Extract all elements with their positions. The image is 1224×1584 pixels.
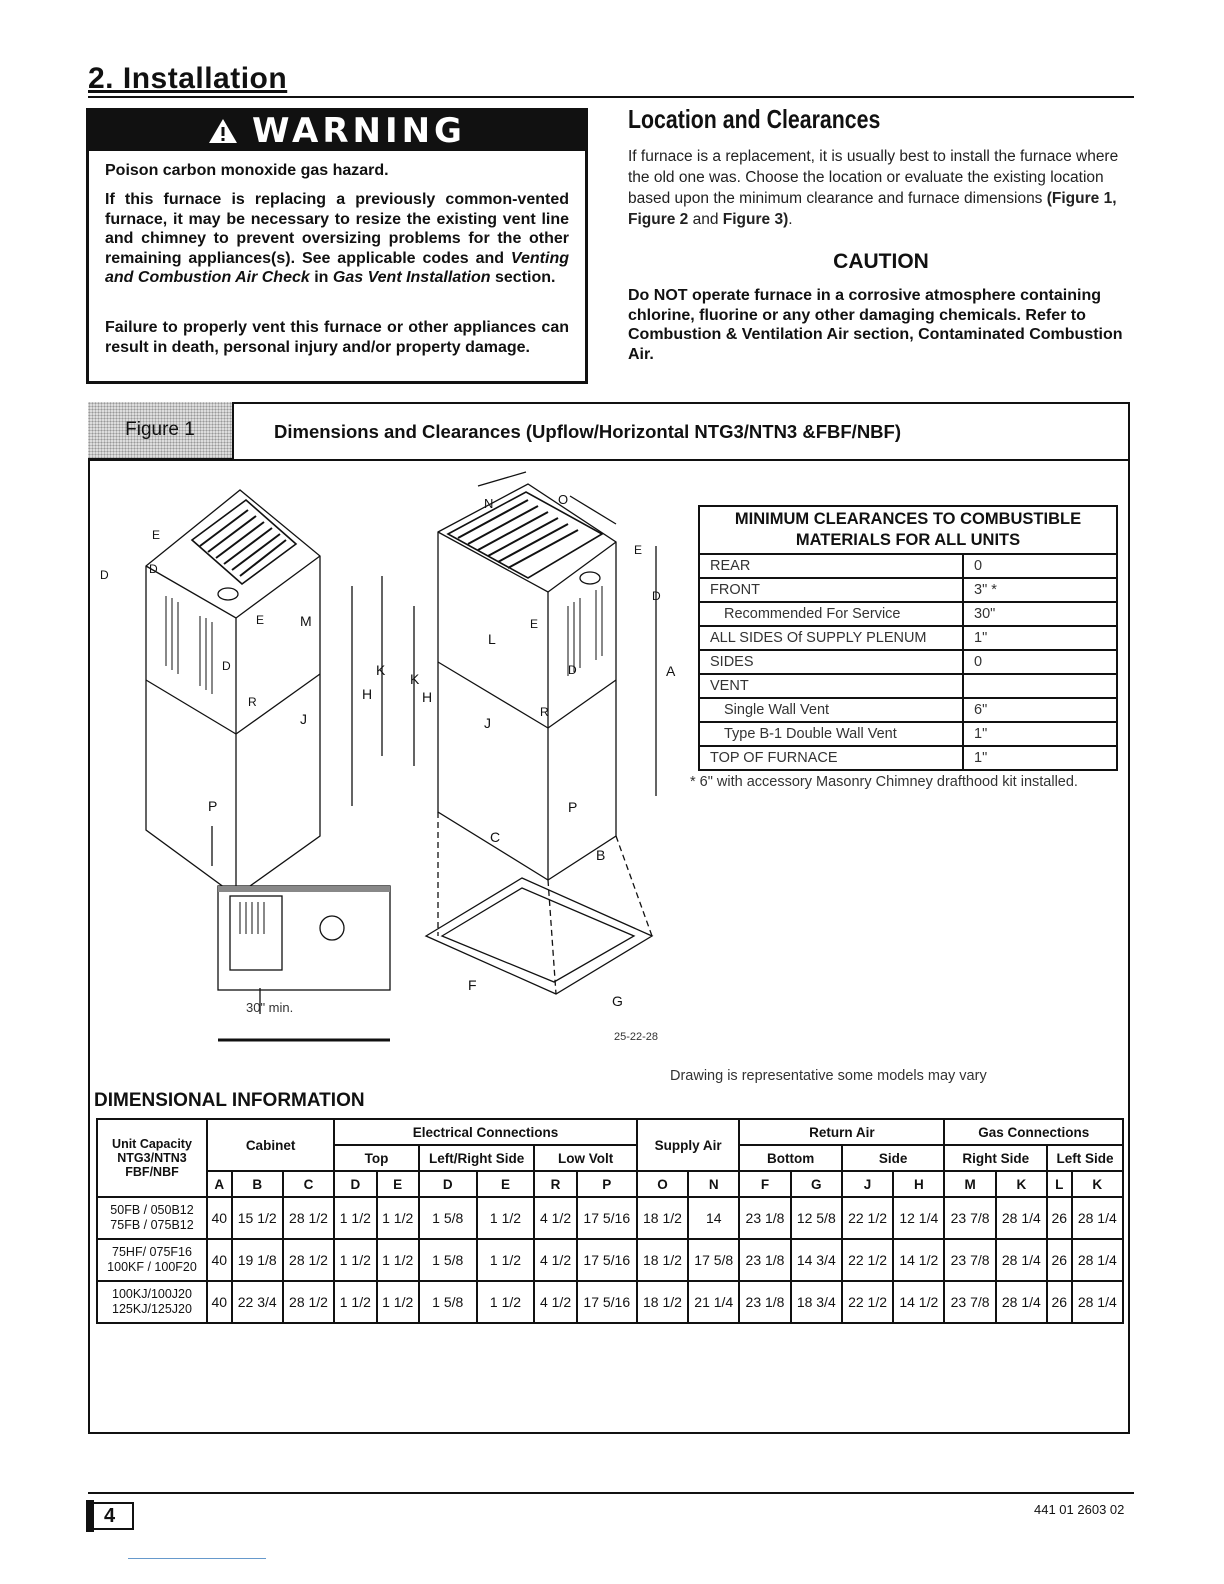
- dimension-cell: 18 1/2: [637, 1197, 688, 1239]
- column-letter: G: [791, 1171, 842, 1197]
- dimension-cell: 1 5/8: [419, 1239, 477, 1281]
- clearance-value: 30": [963, 602, 1117, 626]
- dimension-cell: 28 1/4: [996, 1239, 1047, 1281]
- clearance-value: 1": [963, 746, 1117, 770]
- svg-text:H: H: [362, 686, 373, 702]
- svg-text:30" min.: 30" min.: [246, 1000, 294, 1015]
- clearance-title: MINIMUM CLEARANCES TO COMBUSTIBLE MATERIALS FOR ALL UNITS: [699, 506, 1117, 554]
- column-letter: B: [232, 1171, 283, 1197]
- clearance-value: [963, 674, 1117, 698]
- dimension-cell: 1 1/2: [377, 1281, 419, 1323]
- clearance-item: SIDES: [699, 650, 963, 674]
- svg-text:J: J: [484, 715, 491, 731]
- dimension-cell: 1 1/2: [377, 1239, 419, 1281]
- svg-text:R: R: [540, 705, 549, 719]
- letter-row: [97, 1171, 1123, 1197]
- dimension-cell: 17 5/16: [577, 1197, 637, 1239]
- dimension-cell: 23 7/8: [944, 1197, 995, 1239]
- warning-triangle-icon: [208, 118, 238, 144]
- column-letter: K: [1072, 1171, 1123, 1197]
- dimension-cell: 1 1/2: [477, 1281, 535, 1323]
- right-side-header: Right Side: [944, 1145, 1047, 1171]
- svg-text:E: E: [634, 543, 643, 557]
- figure-tab: Figure 1: [88, 402, 234, 460]
- unit-cell: 75HF/ 075F16 100KF / 100F20: [97, 1239, 207, 1281]
- return-header: Return Air: [739, 1119, 944, 1145]
- gas-header: Gas Connections: [944, 1119, 1123, 1145]
- warning-box: [86, 108, 588, 384]
- svg-text:M: M: [300, 613, 312, 629]
- dimension-cell: 4 1/2: [534, 1197, 576, 1239]
- dimension-cell: 26: [1047, 1197, 1072, 1239]
- column-letter: K: [996, 1171, 1047, 1197]
- clearance-item: ALL SIDES Of SUPPLY PLENUM: [699, 626, 963, 650]
- dimension-cell: 22 1/2: [842, 1197, 893, 1239]
- dimension-body: [97, 1197, 1123, 1323]
- clearance-note: * 6" with accessory Masonry Chimney drafthood kit installed.: [690, 774, 1078, 790]
- dimension-cell: 1 1/2: [377, 1197, 419, 1239]
- dimension-cell: 17 5/16: [577, 1281, 637, 1323]
- dimension-cell: 28 1/4: [996, 1281, 1047, 1323]
- dimension-cell: 4 1/2: [534, 1281, 576, 1323]
- dimension-cell: 12 1/4: [893, 1197, 944, 1239]
- clearance-value: 0: [963, 650, 1117, 674]
- dimension-cell: 28 1/2: [283, 1281, 334, 1323]
- svg-text:K: K: [376, 662, 386, 678]
- dimension-cell: 14 1/2: [893, 1281, 944, 1323]
- column-letter: A: [207, 1171, 232, 1197]
- electrical-header: Electrical Connections: [334, 1119, 637, 1145]
- dimension-cell: 23 1/8: [739, 1281, 790, 1323]
- warning-p1: Poison carbon monoxide gas hazard.: [105, 162, 389, 179]
- column-letter: C: [283, 1171, 334, 1197]
- left-side-header: Left Side: [1047, 1145, 1123, 1171]
- dimension-cell: 12 5/8: [791, 1197, 842, 1239]
- footer-rule: [88, 1492, 1134, 1494]
- dimension-cell: 1 1/2: [477, 1239, 535, 1281]
- dimension-cell: 22 3/4: [232, 1281, 283, 1323]
- column-letter: R: [534, 1171, 576, 1197]
- page-number: 4: [104, 1505, 116, 1527]
- dimension-cell: 28 1/4: [1072, 1197, 1123, 1239]
- clearance-item: Single Wall Vent: [699, 698, 963, 722]
- table-row: [97, 1197, 1123, 1239]
- dimension-cell: 14 1/2: [893, 1239, 944, 1281]
- low-volt-header: Low Volt: [534, 1145, 637, 1171]
- dimension-cell: 23 1/8: [739, 1197, 790, 1239]
- warning-p3: Failure to properly vent this furnace or other appliances can result in death, personal injury and/or property damage.: [105, 319, 569, 356]
- dimension-cell: 23 7/8: [944, 1239, 995, 1281]
- column-letter: F: [739, 1171, 790, 1197]
- dimension-cell: 28 1/4: [1072, 1239, 1123, 1281]
- dimension-cell: 18 3/4: [791, 1281, 842, 1323]
- dimension-cell: 1 1/2: [334, 1197, 376, 1239]
- column-letter: P: [577, 1171, 637, 1197]
- dimension-cell: 28 1/2: [283, 1239, 334, 1281]
- svg-text:O: O: [558, 492, 569, 507]
- dimension-cell: 17 5/8: [688, 1239, 739, 1281]
- dimension-cell: 17 5/16: [577, 1239, 637, 1281]
- dimension-cell: 21 1/4: [688, 1281, 739, 1323]
- clearance-item: VENT: [699, 674, 963, 698]
- svg-text:D: D: [652, 589, 661, 603]
- svg-text:E: E: [152, 528, 161, 542]
- dimension-cell: 1 5/8: [419, 1281, 477, 1323]
- top-header: Top: [334, 1145, 419, 1171]
- dimension-cell: 1 5/8: [419, 1197, 477, 1239]
- unit-cell: 100KJ/100J20 125KJ/125J20: [97, 1281, 207, 1323]
- warning-banner: [89, 111, 585, 151]
- figure-title: Dimensions and Clearances (Upflow/Horizontal NTG3/NTN3 &FBF/NBF): [274, 421, 902, 442]
- lr-side-header: Left/Right Side: [419, 1145, 535, 1171]
- column-letter: N: [688, 1171, 739, 1197]
- clearance-item: FRONT: [699, 578, 963, 602]
- link-underline: [128, 1558, 266, 1559]
- dimension-cell: 4 1/2: [534, 1239, 576, 1281]
- title-rule: [88, 96, 1134, 98]
- unit-cell: 50FB / 050B12 75FB / 075B12: [97, 1197, 207, 1239]
- dimension-cell: 40: [207, 1239, 232, 1281]
- location-title: Location and Clearances: [628, 104, 881, 134]
- clearance-item: Type B-1 Double Wall Vent: [699, 722, 963, 746]
- dimensional-title: DIMENSIONAL INFORMATION: [94, 1090, 365, 1111]
- right-furnace: [410, 472, 676, 1043]
- svg-text:C: C: [490, 829, 501, 845]
- dimension-cell: 1 1/2: [334, 1239, 376, 1281]
- table-row: [97, 1281, 1123, 1323]
- dimension-cell: 28 1/4: [1072, 1281, 1123, 1323]
- column-letter: D: [419, 1171, 477, 1197]
- dimension-cell: 18 1/2: [637, 1281, 688, 1323]
- bottom-header: Bottom: [739, 1145, 842, 1171]
- dimension-cell: 1 1/2: [477, 1197, 535, 1239]
- column-letter: L: [1047, 1171, 1072, 1197]
- clearance-value: 1": [963, 722, 1117, 746]
- clearance-value: 3" *: [963, 578, 1117, 602]
- table-row: [97, 1239, 1123, 1281]
- document-number: 441 01 2603 02: [1034, 1502, 1125, 1517]
- supply-header: Supply Air: [637, 1119, 740, 1171]
- caution-title: CAUTION: [833, 250, 929, 273]
- svg-text:E: E: [256, 613, 265, 627]
- svg-text:P: P: [208, 798, 218, 814]
- section-title: 2. Installation: [88, 62, 288, 95]
- svg-text:A: A: [666, 663, 676, 679]
- side-header: Side: [842, 1145, 945, 1171]
- dimension-cell: 1 1/2: [334, 1281, 376, 1323]
- dimension-cell: 23 1/8: [739, 1239, 790, 1281]
- clearance-item: Recommended For Service: [699, 602, 963, 626]
- clearance-value: 1": [963, 626, 1117, 650]
- column-letter: O: [637, 1171, 688, 1197]
- dimension-table: [96, 1118, 1124, 1324]
- clearance-item: REAR: [699, 554, 963, 578]
- left-furnace: [100, 490, 390, 1040]
- column-letter: H: [893, 1171, 944, 1197]
- warning-word: WARNING: [252, 111, 466, 151]
- dimension-cell: 26: [1047, 1281, 1072, 1323]
- dimension-cell: 22 1/2: [842, 1281, 893, 1323]
- dimension-cell: 22 1/2: [842, 1239, 893, 1281]
- location-text: If furnace is a replacement, it is usually best to install the furnace where the old one was. Choose the location or evaluate the existing location based upon the minimum clearance and furnace dimensions (Figure 1, Figure 2 and Figure 3).: [628, 148, 1119, 228]
- dimension-cell: 19 1/8: [232, 1239, 283, 1281]
- dimension-cell: 18 1/2: [637, 1239, 688, 1281]
- figure-header-rule: [88, 459, 1130, 461]
- unit-header: Unit Capacity NTG3/NTN3 FBF/NBF: [97, 1119, 207, 1197]
- svg-text:E: E: [530, 617, 539, 631]
- dimension-cell: 15 1/2: [232, 1197, 283, 1239]
- dimension-cell: 28 1/2: [283, 1197, 334, 1239]
- svg-text:K: K: [410, 671, 420, 687]
- svg-text:L: L: [488, 631, 496, 647]
- dimension-cell: 23 7/8: [944, 1281, 995, 1323]
- clearance-item: TOP OF FURNACE: [699, 746, 963, 770]
- svg-text:J: J: [300, 711, 307, 727]
- svg-text:D: D: [568, 663, 577, 677]
- svg-text:25-22-28: 25-22-28: [614, 1031, 659, 1043]
- svg-text:N: N: [484, 496, 494, 511]
- drawing-note: Drawing is representative some models may vary: [670, 1068, 987, 1084]
- column-letter: D: [334, 1171, 376, 1197]
- caution-text: Do NOT operate furnace in a corrosive atmosphere containing chlorine, fluorine or any other damaging chemicals. Refer to Combustion & Ventilation Air section, Contaminated Combustion Air.: [628, 287, 1123, 363]
- svg-text:P: P: [568, 799, 578, 815]
- svg-text:B: B: [596, 847, 606, 863]
- dimension-cell: 40: [207, 1281, 232, 1323]
- page-number-box: [88, 1502, 134, 1530]
- clearance-value: 0: [963, 554, 1117, 578]
- column-letter: E: [377, 1171, 419, 1197]
- dimension-cell: 28 1/4: [996, 1197, 1047, 1239]
- clearance-table: [698, 505, 1118, 771]
- warning-p2: If this furnace is replacing a previously common-vented furnace, it may be necessary to resize the existing vent line and chimney to prevent oversizing problems for the other remaining appliances(s). See applicable codes and Venting and Combustion Air Check in Gas Vent Installation section.: [105, 191, 569, 286]
- svg-text:D: D: [149, 562, 158, 576]
- column-letter: M: [944, 1171, 995, 1197]
- column-letter: J: [842, 1171, 893, 1197]
- dimension-cell: 26: [1047, 1239, 1072, 1281]
- dimension-cell: 40: [207, 1197, 232, 1239]
- svg-text:G: G: [612, 993, 623, 1009]
- svg-text:F: F: [468, 977, 477, 993]
- dimension-cell: 14: [688, 1197, 739, 1239]
- cabinet-header: Cabinet: [207, 1119, 334, 1171]
- dimension-cell: 14 3/4: [791, 1239, 842, 1281]
- column-letter: E: [477, 1171, 535, 1197]
- svg-text:R: R: [248, 695, 257, 709]
- svg-text:D: D: [222, 659, 231, 673]
- svg-text:D: D: [100, 568, 109, 582]
- furnace-drawing: [96, 466, 686, 1066]
- clearance-value: 6": [963, 698, 1117, 722]
- svg-text:H: H: [422, 689, 433, 705]
